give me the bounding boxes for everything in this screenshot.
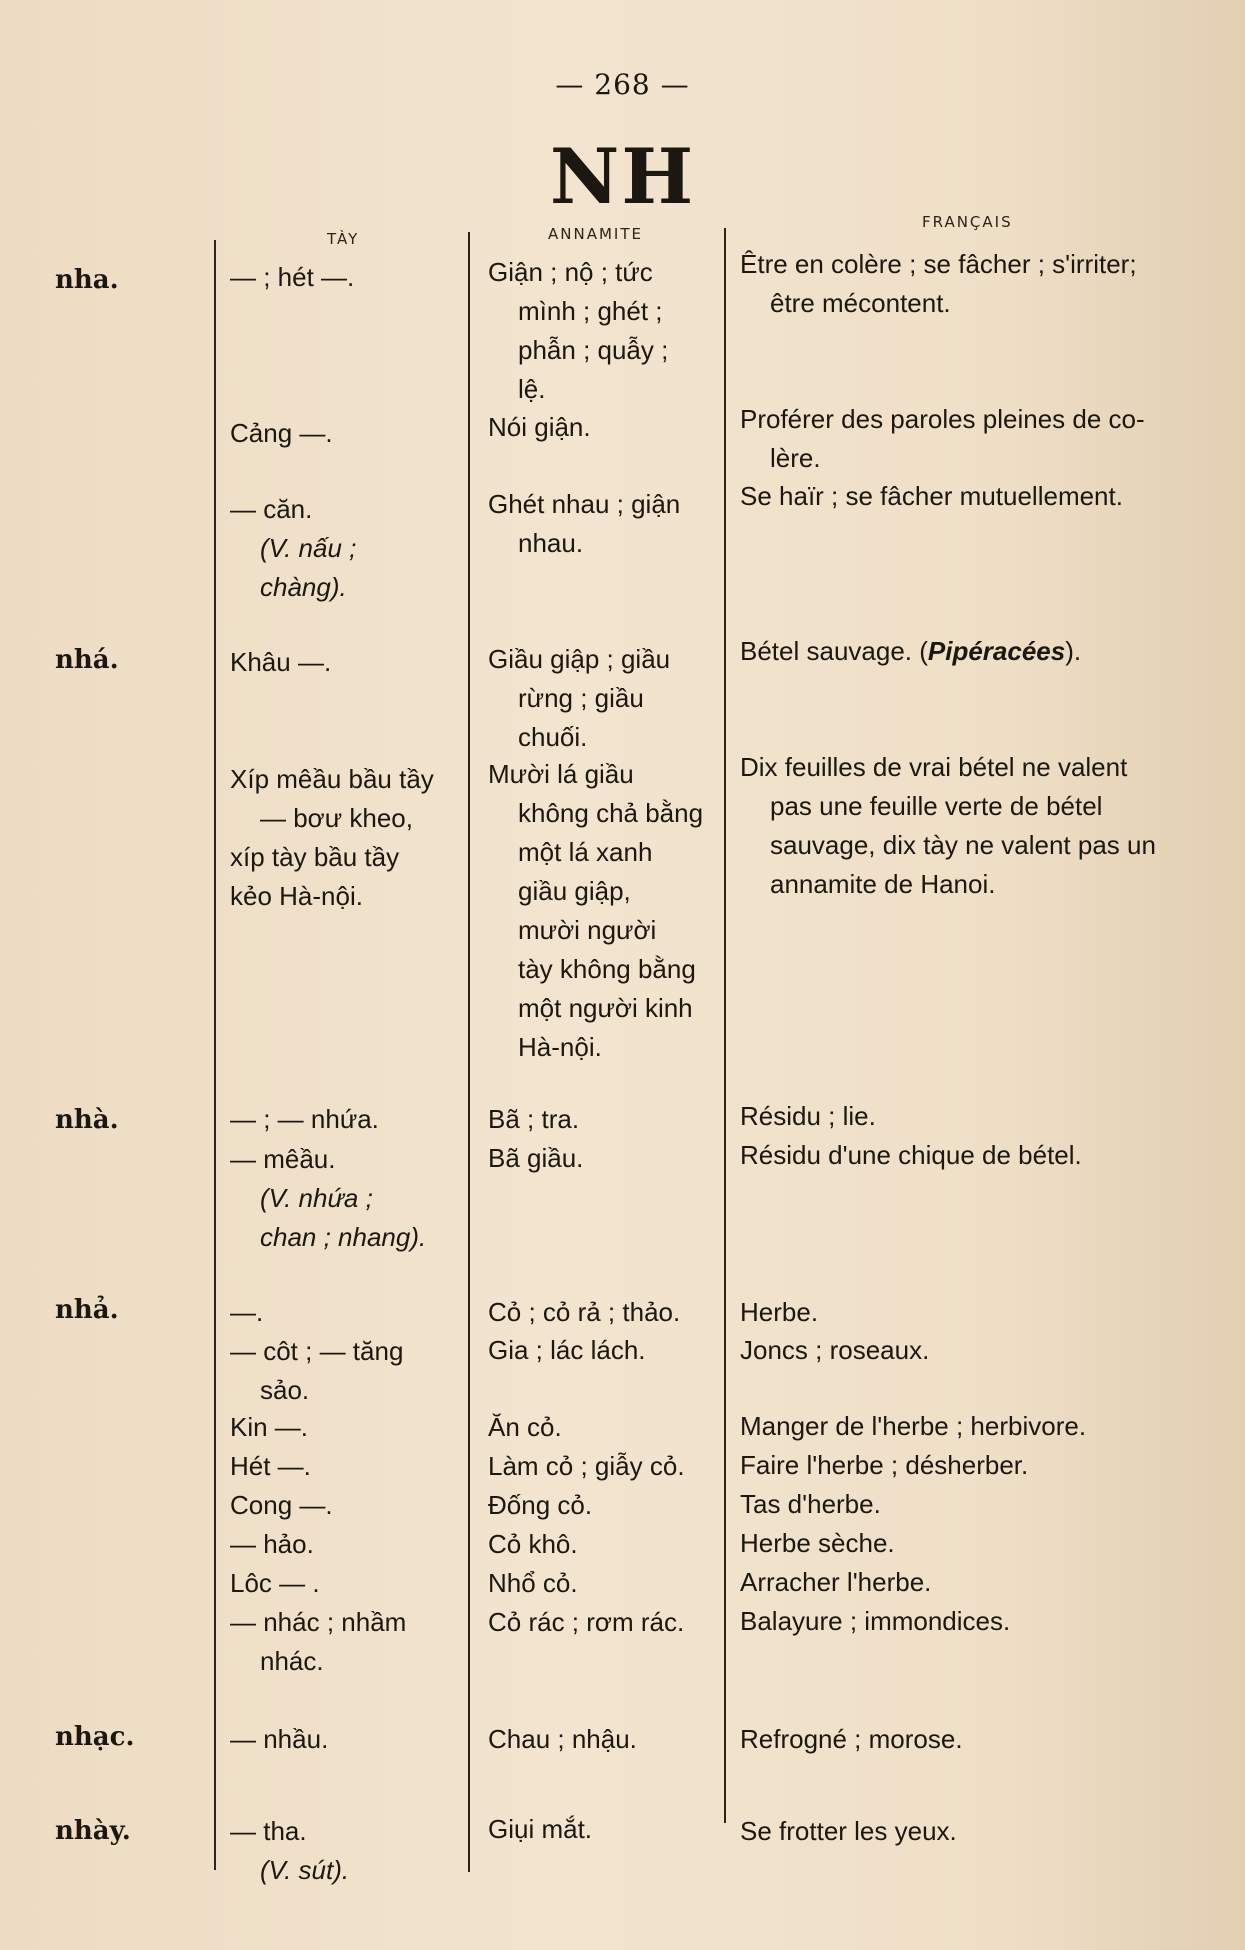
entry-5-francais-line: Résidu ; lie. <box>740 1101 876 1131</box>
headword-nha-hook: nhả. <box>55 1295 119 1325</box>
entry-0-annamite-line: mình ; ghét ; <box>518 296 663 326</box>
entry-10-tay-line: Hét —. <box>230 1451 311 1481</box>
entry-14-francais-line: Balayure ; immondices. <box>740 1606 1011 1636</box>
entry-1-francais-line: Proférer des paroles pleines de co- <box>740 404 1145 434</box>
entry-4-francais-line: pas une feuille verte de bétel <box>770 791 1103 821</box>
entry-2-annamite <box>488 485 718 563</box>
entry-8-francais-line: Joncs ; roseaux. <box>740 1335 930 1365</box>
entry-15-francais <box>740 1720 1220 1759</box>
entry-6-tay-line: — mêầu. <box>230 1144 336 1174</box>
entry-6-tay-line: chan ; nhang). <box>260 1222 427 1252</box>
entry-7-francais <box>740 1293 1220 1332</box>
entry-15-tay-line: — nhầu. <box>230 1724 329 1754</box>
entry-11-tay-line: Cong —. <box>230 1490 333 1520</box>
entry-0-annamite <box>488 253 718 409</box>
entry-3-annamite-line: rừng ; giầu <box>518 683 644 713</box>
entry-3-tay <box>230 643 470 682</box>
entry-0-annamite-line: Giận ; nộ ; tức <box>488 257 653 287</box>
entry-9-francais <box>740 1407 1220 1446</box>
headword-nha: nha. <box>55 265 119 295</box>
entry-4-annamite-line: không chả bằng <box>518 798 704 828</box>
entry-7-francais-line: Herbe. <box>740 1297 819 1327</box>
entry-1-tay-line: Cảng —. <box>230 418 333 448</box>
entry-2-tay-line: — căn. <box>230 494 313 524</box>
entry-14-annamite-line: Cỏ rác ; rơm rác. <box>488 1607 685 1637</box>
entry-2-tay-line: (V. nấu ; <box>260 533 357 563</box>
entry-13-francais <box>740 1563 1220 1602</box>
entry-4-annamite-line: tày không bằng <box>518 954 696 984</box>
entry-16-francais <box>740 1812 1220 1851</box>
entry-4-francais <box>740 748 1220 904</box>
entry-8-tay <box>230 1332 470 1410</box>
entry-3-annamite-line: Giầu giập ; giầu <box>488 644 671 674</box>
column-header-annamite: ANNAMITE <box>548 225 643 243</box>
entry-0-francais <box>740 245 1220 323</box>
entry-2-annamite-line: nhau. <box>518 528 584 558</box>
entry-6-tay-line: (V. nhứa ; <box>260 1183 373 1213</box>
entry-4-annamite-line: một người kinh <box>518 993 693 1023</box>
entry-0-tay <box>230 258 470 297</box>
entry-11-tay <box>230 1486 470 1525</box>
entry-5-tay <box>230 1100 470 1139</box>
entry-7-annamite <box>488 1293 718 1332</box>
column-divider-3 <box>724 228 726 1823</box>
entry-4-francais-line: Dix feuilles de vrai bétel ne valent <box>740 752 1128 782</box>
entry-4-annamite-line: một lá xanh <box>518 837 653 867</box>
entry-7-annamite-line: Cỏ ; cỏ rả ; thảo. <box>488 1297 681 1327</box>
entry-7-tay-line: —. <box>230 1297 264 1327</box>
entry-8-tay-line: sảo. <box>260 1375 310 1405</box>
entry-14-tay-line: nhác. <box>260 1646 324 1676</box>
entry-3-francais-close: ). <box>1065 636 1082 666</box>
entry-16-annamite <box>488 1810 718 1849</box>
entry-9-tay-line: Kin —. <box>230 1412 309 1442</box>
entry-2-francais-line: Se haïr ; se fâcher mutuellement. <box>740 481 1123 511</box>
entry-15-annamite-line: Chau ; nhậu. <box>488 1724 637 1754</box>
entry-4-francais-line: sauvage, dix tày ne valent pas un <box>770 830 1156 860</box>
entry-4-tay-line: Xíp mêầu bầu tầy <box>230 764 434 794</box>
entry-4-tay-line: — bơư kheo, <box>260 803 413 833</box>
entry-12-tay <box>230 1525 470 1564</box>
entry-4-annamite-line: giầu giập, <box>518 876 631 906</box>
entry-3-francais-text: Bétel sauvage. ( <box>740 636 928 666</box>
entry-3-francais-line <box>740 632 1220 671</box>
entry-16-tay-line: (V. sút). <box>260 1855 350 1885</box>
entry-13-tay-line: Lôc — . <box>230 1568 320 1598</box>
entry-9-annamite-line: Ăn cỏ. <box>488 1412 562 1442</box>
entry-16-tay-line: — tha. <box>230 1816 307 1846</box>
entry-10-tay <box>230 1447 470 1486</box>
entry-7-tay <box>230 1293 470 1332</box>
entry-6-annamite <box>488 1139 718 1178</box>
entry-13-francais-line: Arracher l'herbe. <box>740 1567 932 1597</box>
entry-4-annamite <box>488 755 718 1067</box>
entry-2-francais <box>740 477 1220 516</box>
entry-15-annamite <box>488 1720 718 1759</box>
entry-9-francais-line: Manger de l'herbe ; herbivore. <box>740 1411 1087 1441</box>
entry-3-tay-line: Khâu —. <box>230 647 332 677</box>
entry-4-annamite-line: Mười lá giầu <box>488 759 634 789</box>
entry-6-francais <box>740 1136 1220 1175</box>
entry-5-annamite-line: Bã ; tra. <box>488 1104 580 1134</box>
entry-8-tay-line: — côt ; — tăng <box>230 1336 404 1366</box>
entry-1-tay <box>230 414 470 453</box>
entry-0-francais-line: Être en colère ; se fâcher ; s'irriter; <box>740 249 1137 279</box>
entry-16-annamite-line: Giụi mắt. <box>488 1814 593 1844</box>
entry-2-annamite-line: Ghét nhau ; giận <box>488 489 681 519</box>
entry-16-francais-line: Se frotter les yeux. <box>740 1816 957 1846</box>
headword-nha-acute: nhá. <box>55 645 119 675</box>
entry-15-tay <box>230 1720 470 1759</box>
entry-5-francais <box>740 1097 1220 1136</box>
entry-10-annamite <box>488 1447 718 1486</box>
section-title: NH <box>549 132 696 221</box>
entry-5-tay-line: — ; — nhứa. <box>230 1104 379 1134</box>
entry-3-annamite-line: chuối. <box>518 722 588 752</box>
entry-6-tay <box>230 1140 470 1257</box>
entry-13-tay <box>230 1564 470 1603</box>
headword-nha-grave: nhà. <box>55 1105 119 1135</box>
entry-4-tay-line: kẻo Hà-nội. <box>230 881 363 911</box>
entry-4-annamite-line: Hà-nội. <box>518 1032 602 1062</box>
entry-10-francais-line: Faire l'herbe ; désherber. <box>740 1450 1029 1480</box>
headword-nhac: nhạc. <box>55 1722 135 1752</box>
entry-1-annamite-line: Nói giận. <box>488 412 591 442</box>
entry-12-annamite <box>488 1525 718 1564</box>
entry-11-annamite-line: Đống cỏ. <box>488 1490 593 1520</box>
entry-2-tay-line: chàng). <box>260 572 347 602</box>
headword-nhay: nhày. <box>55 1816 131 1846</box>
entry-9-tay <box>230 1408 470 1447</box>
entry-4-tay <box>230 760 470 916</box>
entry-1-francais <box>740 400 1220 478</box>
entry-1-annamite <box>488 408 718 447</box>
entry-8-annamite <box>488 1331 718 1370</box>
entry-8-francais <box>740 1331 1220 1370</box>
entry-2-tay <box>230 490 470 607</box>
entry-14-tay <box>230 1603 470 1681</box>
column-header-francais: FRANÇAIS <box>922 213 1013 231</box>
entry-14-francais <box>740 1602 1220 1641</box>
entry-14-tay-line: — nhác ; nhầm <box>230 1607 407 1637</box>
page-number: — 268 — <box>555 68 690 101</box>
entry-16-tay <box>230 1812 470 1890</box>
column-header-tay: TÀY <box>327 230 360 248</box>
entry-0-francais-line: être mécontent. <box>770 288 951 318</box>
entry-9-annamite <box>488 1408 718 1447</box>
entry-11-annamite <box>488 1486 718 1525</box>
entry-4-francais-line: annamite de Hanoi. <box>770 869 996 899</box>
entry-11-francais <box>740 1485 1220 1524</box>
entry-12-tay-line: — hảo. <box>230 1529 314 1559</box>
entry-15-francais-line: Refrogné ; morose. <box>740 1724 963 1754</box>
column-divider-1 <box>214 240 216 1870</box>
entry-3-francais-family: Pipéracées <box>927 636 1066 666</box>
entry-12-francais <box>740 1524 1220 1563</box>
entry-6-francais-line: Résidu d'une chique de bétel. <box>740 1140 1082 1170</box>
entry-10-francais <box>740 1446 1220 1485</box>
entry-8-annamite-line: Gia ; lác lách. <box>488 1335 646 1365</box>
entry-12-annamite-line: Cỏ khô. <box>488 1529 578 1559</box>
entry-3-francais <box>740 632 1220 671</box>
entry-3-annamite <box>488 640 718 757</box>
entry-1-francais-line: lère. <box>770 443 821 473</box>
entry-5-annamite <box>488 1100 718 1139</box>
entry-4-tay-line: xíp tày bầu tầy <box>230 842 400 872</box>
entry-10-annamite-line: Làm cỏ ; giẫy cỏ. <box>488 1451 685 1481</box>
entry-13-annamite <box>488 1564 718 1603</box>
entry-13-annamite-line: Nhổ cỏ. <box>488 1568 578 1598</box>
entry-14-annamite <box>488 1603 718 1642</box>
entry-11-francais-line: Tas d'herbe. <box>740 1489 881 1519</box>
entry-6-annamite-line: Bã giầu. <box>488 1143 584 1173</box>
entry-0-annamite-line: phẫn ; quẫy ; <box>518 335 669 365</box>
entry-4-annamite-line: mười người <box>518 915 657 945</box>
entry-0-annamite-line: lệ. <box>518 374 546 404</box>
entry-12-francais-line: Herbe sèche. <box>740 1528 895 1558</box>
entry-0-tay-line: — ; hét —. <box>230 262 355 292</box>
